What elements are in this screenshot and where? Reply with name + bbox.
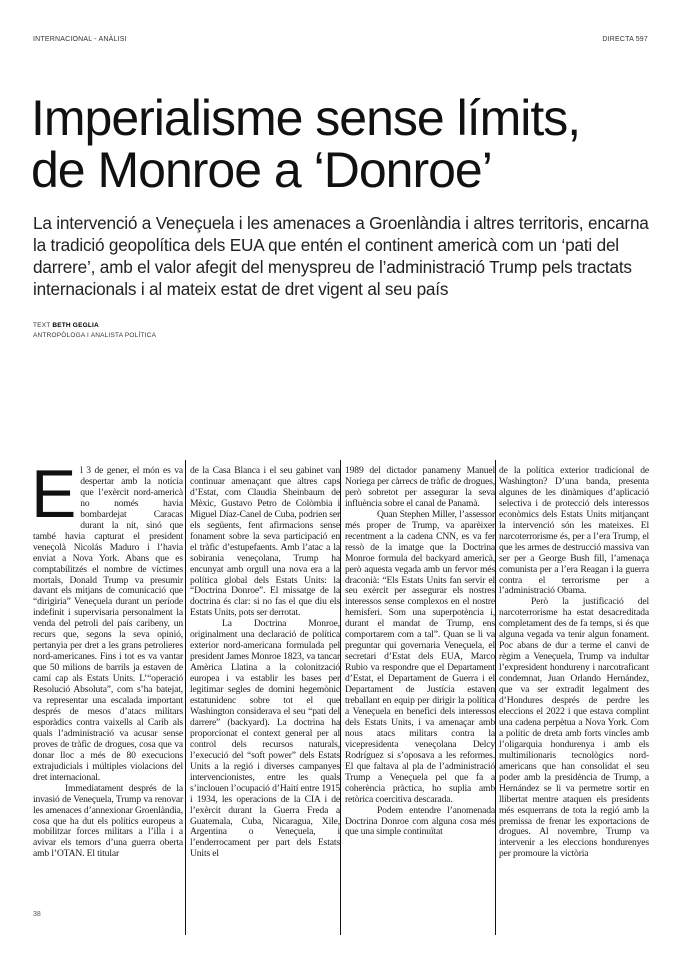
byline bbox=[33, 321, 156, 341]
issue-label: DIRECTA 597 bbox=[602, 36, 648, 43]
column-4 bbox=[499, 466, 649, 860]
column-2 bbox=[190, 466, 340, 860]
title-line-2: de Monroe a ‘Donroe’ bbox=[31, 142, 492, 198]
author-role: ANTROPÒLOGA I ANALISTA POLÍTICA bbox=[33, 332, 157, 339]
column-1 bbox=[31, 456, 183, 860]
paragraph-text: l 3 de gener, el món es va despertar amb la notícia que l’exèrcit nord-americà no només havia bombardejat Caracas durant la nit, sinó que també havia capturat el president veneçolà Nicolás Maduro i l’havia enviat a Nova York. Abans que es comptabilitzés el nombre de víctimes mortals, Donald Trump va presumir davant els mitjans de comunicació que “dirigiria” Veneçuela durant un període indefinit i supervisaria personalment la venda del petroli del país caribeny, un recurs que, segons la seva opinió, pertanyia per dret a les grans petrolieres nord-americanes. Fins i tot es va vantar que 50 milions de barrils ja estaven de camí cap als Estats Units. L’“operació Resolució Absoluta”, com s’ha batejat, va representar una escalada important després de mesos d’atacs militars esporàdics contra vaixells al Carib als quals l’administració va acusar sense proves de tràfic de drogues, cosa que va donar lloc a més de 80 execucions extrajudicials i múltiples violacions del dret internacional. bbox=[33, 465, 183, 783]
paragraph: 1989 del dictador panameny Manuel Noriega per càrrecs de tràfic de drogues, però sobretot per assegurar la seva influència sobre el canal de Panamà. bbox=[345, 465, 495, 509]
paragraph: Podem entendre l’anomenada Doctrina Donroe com alguna cosa més que una simple continuïtat bbox=[345, 804, 495, 838]
column-3 bbox=[345, 466, 495, 838]
paragraph bbox=[31, 456, 183, 784]
section-label: INTERNACIONAL - ANÀLISI bbox=[33, 36, 127, 43]
column-divider bbox=[185, 460, 186, 935]
paragraph: de la Casa Blanca i el seu gabinet van continuar amenaçant que altres caps d’Estat, com Claudia Sheinbaum de Mèxic, Gustavo Petro de Colòmbia i Miguel Díaz-Canel de Cuba, podrien ser els següents, fent afirmacions sense fonament sobre la seva participació en el tràfic d’estupefaents. Amb l’atac a la sobirania veneçolana, Trump ha encunyat amb orgull una nova era a la política global dels Estats Units: la “Doctrina Donroe”. El missatge de la doctrina és clar: si no fas el que diu els Estats Units, pots ser derrotat. bbox=[190, 465, 340, 619]
paragraph: La Doctrina Monroe, originalment una declaració de política exterior nord-americana formulada pel president James Monroe 1823, va tancar Amèrica Llatina a la colonització europea i va establir les bases per legitimar segles de domini hegemònic estatunidenc sobre tot el que Washington considerava el seu “pati del darrere” (backyard). La doctrina ha proporcionat el context general per al control dels recursos naturals, l’execució del “soft power” dels Estats Units a la regió i diverses campanyes intervencionistes, entre les quals s’inclouen l’ocupació d’Haití entre 1915 i 1934, les operacions de la CIA i de l’exèrcit durant la Guerra Freda a Guatemala, Cuba, Nicaragua, Xile, Argentina o Veneçuela, i l’enderrocament per part dels Estats Units el bbox=[190, 618, 340, 860]
article-subtitle: La intervenció a Veneçuela i les amenaces a Groenlàndia i altres territoris, encarna la tradició geopolítica dels EUA que entén el continent americà com un ‘pati del darrere’, amb el valor afegit del menyspreu de l’administració Trump pels tractats internacionals i al mateix estat de dret vigent al seu país bbox=[33, 213, 649, 299]
byline-label: TEXT bbox=[33, 322, 51, 329]
column-divider bbox=[340, 460, 341, 935]
paragraph: de la política exterior tradicional de Washington? D’una banda, presenta algunes de les dinàmiques d’aplicació selectiva i de protecció dels interessos econòmics dels Estats Units mitjançant la intervenció són les mateixes. El narcoterrorisme és, per a l’era Trump, el que les armes de destrucció massiva van ser per a George Bush fill, l’amenaça comunista per a l’era Reagan i la guerra contra el terrorisme per a l’administració Obama. bbox=[499, 465, 649, 597]
page-number: 38 bbox=[33, 911, 41, 918]
article-title bbox=[31, 92, 671, 196]
title-line-1: Imperialisme sense límits, bbox=[31, 90, 581, 146]
paragraph: Immediatament després de la invasió de Veneçuela, Trump va renovar les amenaces d’annexionar Groenlàndia, cosa que ha dut els polítics europeus a mobilitzar forces militars a l’illa i a avivar els temors d’una guerra oberta amb l’OTAN. El titular bbox=[33, 782, 183, 860]
column-divider bbox=[495, 460, 496, 935]
paragraph: Però la justificació del narcoterrorisme ha estat desacreditada completament des de fa temps, si és que alguna vegada va tenir algun fonament. Poc abans de dur a terme el canvi de règim a Veneçuela, Trump va indultar l’expresident hondureny i narcotraficant condemnat, Juan Orlando Hernández, que va ser extradit legalment des d’Hondures després de perdre les eleccions el 2022 i que estava complint una cadena perpètua a Nova York. Com a polític de dreta amb forts vincles amb l’oligarquia hondurenya i amb els multimilionaris tecnològics nord-americans que han consolidat el seu poder amb la presidència de Trump, a Hernández se li va permetre sortir en llibertat mentre ataquen els presidents més esquerrans de tota la regió amb la premissa de frenar les exportacions de drogues. Al novembre, Trump va intervenir a les eleccions hondurenyes per promoure la victòria bbox=[499, 596, 649, 860]
drop-cap: E bbox=[31, 456, 77, 532]
paragraph: Quan Stephen Miller, l’assessor més proper de Trump, va aparèixer recentment a la cadena CNN, es va fer ressò de la imatge que la Doctrina Monroe formula del backyard americà, però aquesta vegada amb un fervor més draconià: “Els Estats Units fan servir el seu exèrcit per assegurar els nostres interessos sense complexos en el nostre hemisferi. Som una superpotència i, durant el mandat de Trump, ens comportarem com a tal”. Quan se li va preguntar qui governaria Veneçuela, el secretari d’Estat dels EUA, Marco Rubio va respondre que el Departament d’Estat, el Departament de Guerra i el Departament de Justícia estaven treballant en equip per dirigir la política a Veneçuela en benefici dels interessos dels Estats Units, i va amenaçar amb nous atacs militars contra la vicepresidenta veneçolana Delcy Rodríguez si s’oposava a les reformes. El que faltava al pla de l’administració Trump a Veneçuela pel que fa a coherència pràctica, ho suplia amb retòrica coercitiva descarada. bbox=[345, 508, 495, 805]
author-name: BETH GEGLIA bbox=[52, 322, 99, 329]
